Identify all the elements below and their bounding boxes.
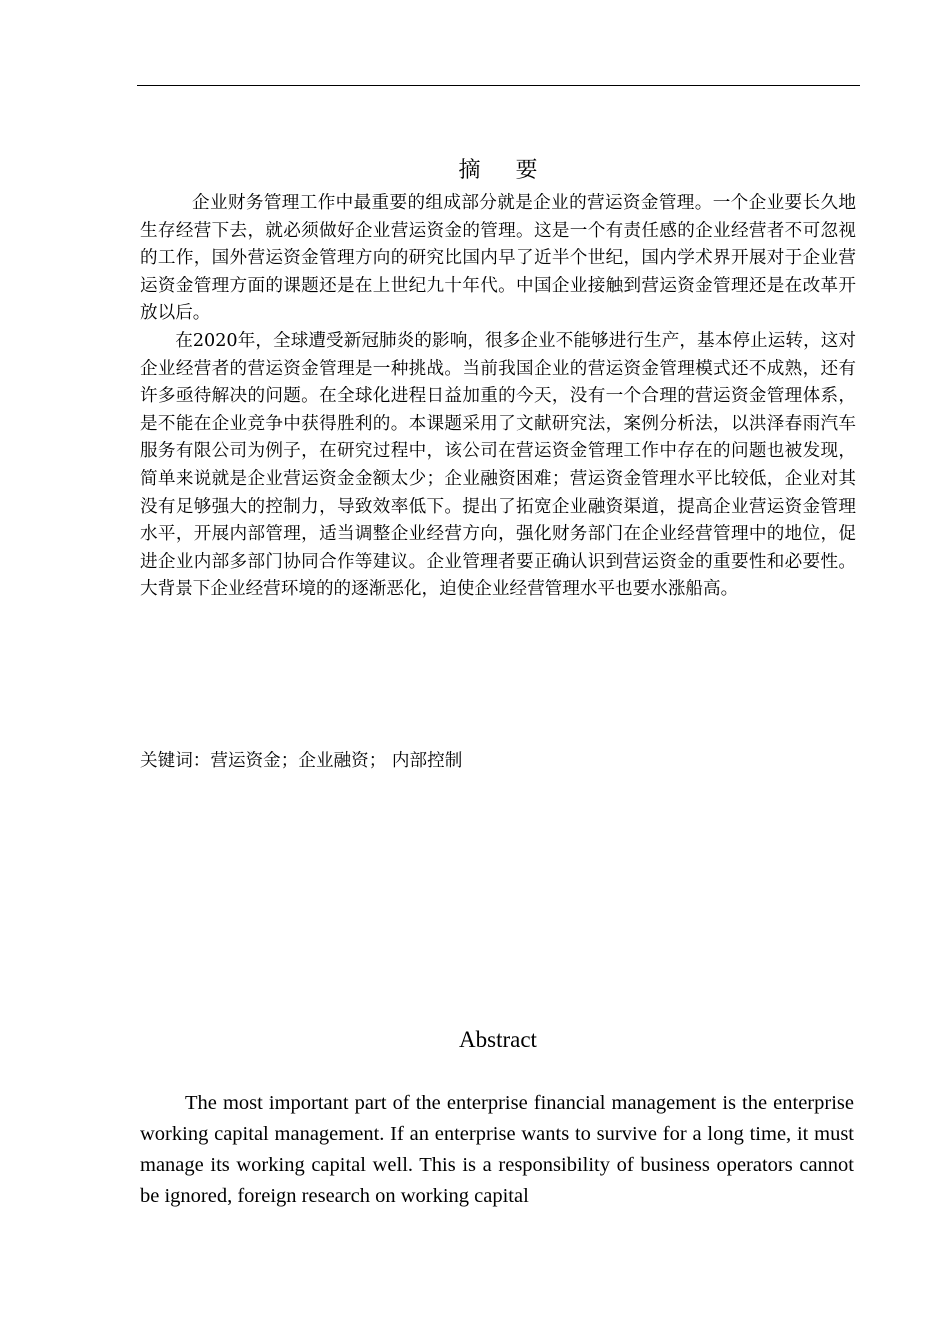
abstract-zh-body — [140, 190, 856, 604]
abstract-zh-paragraph: 企业财务管理工作中最重要的组成部分就是企业的营运资金管理。一个企业要长久地生存经营下去，就必须做好企业营运资金的管理。这是一个有责任感的企业经营者不可忽视的工作，国外营运资金管理方向的研究比国内早了近半个世纪，国内学术界开展对于企业营运资金管理方面的课题还是在上世纪九十年代。中国企业接触到营运资金管理还是在改革开放以后。 — [140, 193, 856, 324]
abstract-zh-title: 摘 要 — [458, 158, 552, 183]
keywords-label: 关键词： — [140, 751, 211, 771]
header-rule — [137, 85, 860, 86]
abstract-zh-paragraph: 在2020年，全球遭受新冠肺炎的影响，很多企业不能够进行生产，基本停止运转，这对企业经营者的营运资金管理是一种挑战。当前我国企业的营运资金管理模式还不成熟，还有许多亟待解决的问题。在全球化进程日益加重的今天，没有一个合理的营运资金管理体系，是不能在企业竞争中获得胜利的。本课题采用了文献研究法，案例分析法，以洪泽春雨汽车服务有限公司为例子，在研究过程中，该公司在营运资金管理工作中存在的问题也被发现，简单来说就是企业营运资金金额太少；企业融资困难；营运资金管理水平比较低，企业对其没有足够强大的控制力，导致效率低下。提出了拓宽企业融资渠道，提高企业营运资金管理水平，开展内部管理，适当调整企业经营方向，强化财务部门在企业经营管理中的地位，促进企业内部多部门协同合作等建议。企业管理者要正确认识到营运资金的重要性和必要性。大背景下企业经营环境的的逐渐恶化，迫使企业经营管理水平也要水涨船高。 — [140, 330, 856, 600]
keywords-values: 营运资金；企业融资； 内部控制 — [210, 751, 463, 771]
keywords-line — [140, 748, 856, 776]
abstract-en-paragraph: The most important part of the enterprise financial management is the enterprise working capital management. If an enterprise wants to survive for a long time, it must manage its working capital well. This is a responsibility of business operators cannot be ignored, foreign research on working capital — [140, 1092, 854, 1207]
abstract-en-title: Abstract — [459, 1027, 537, 1052]
